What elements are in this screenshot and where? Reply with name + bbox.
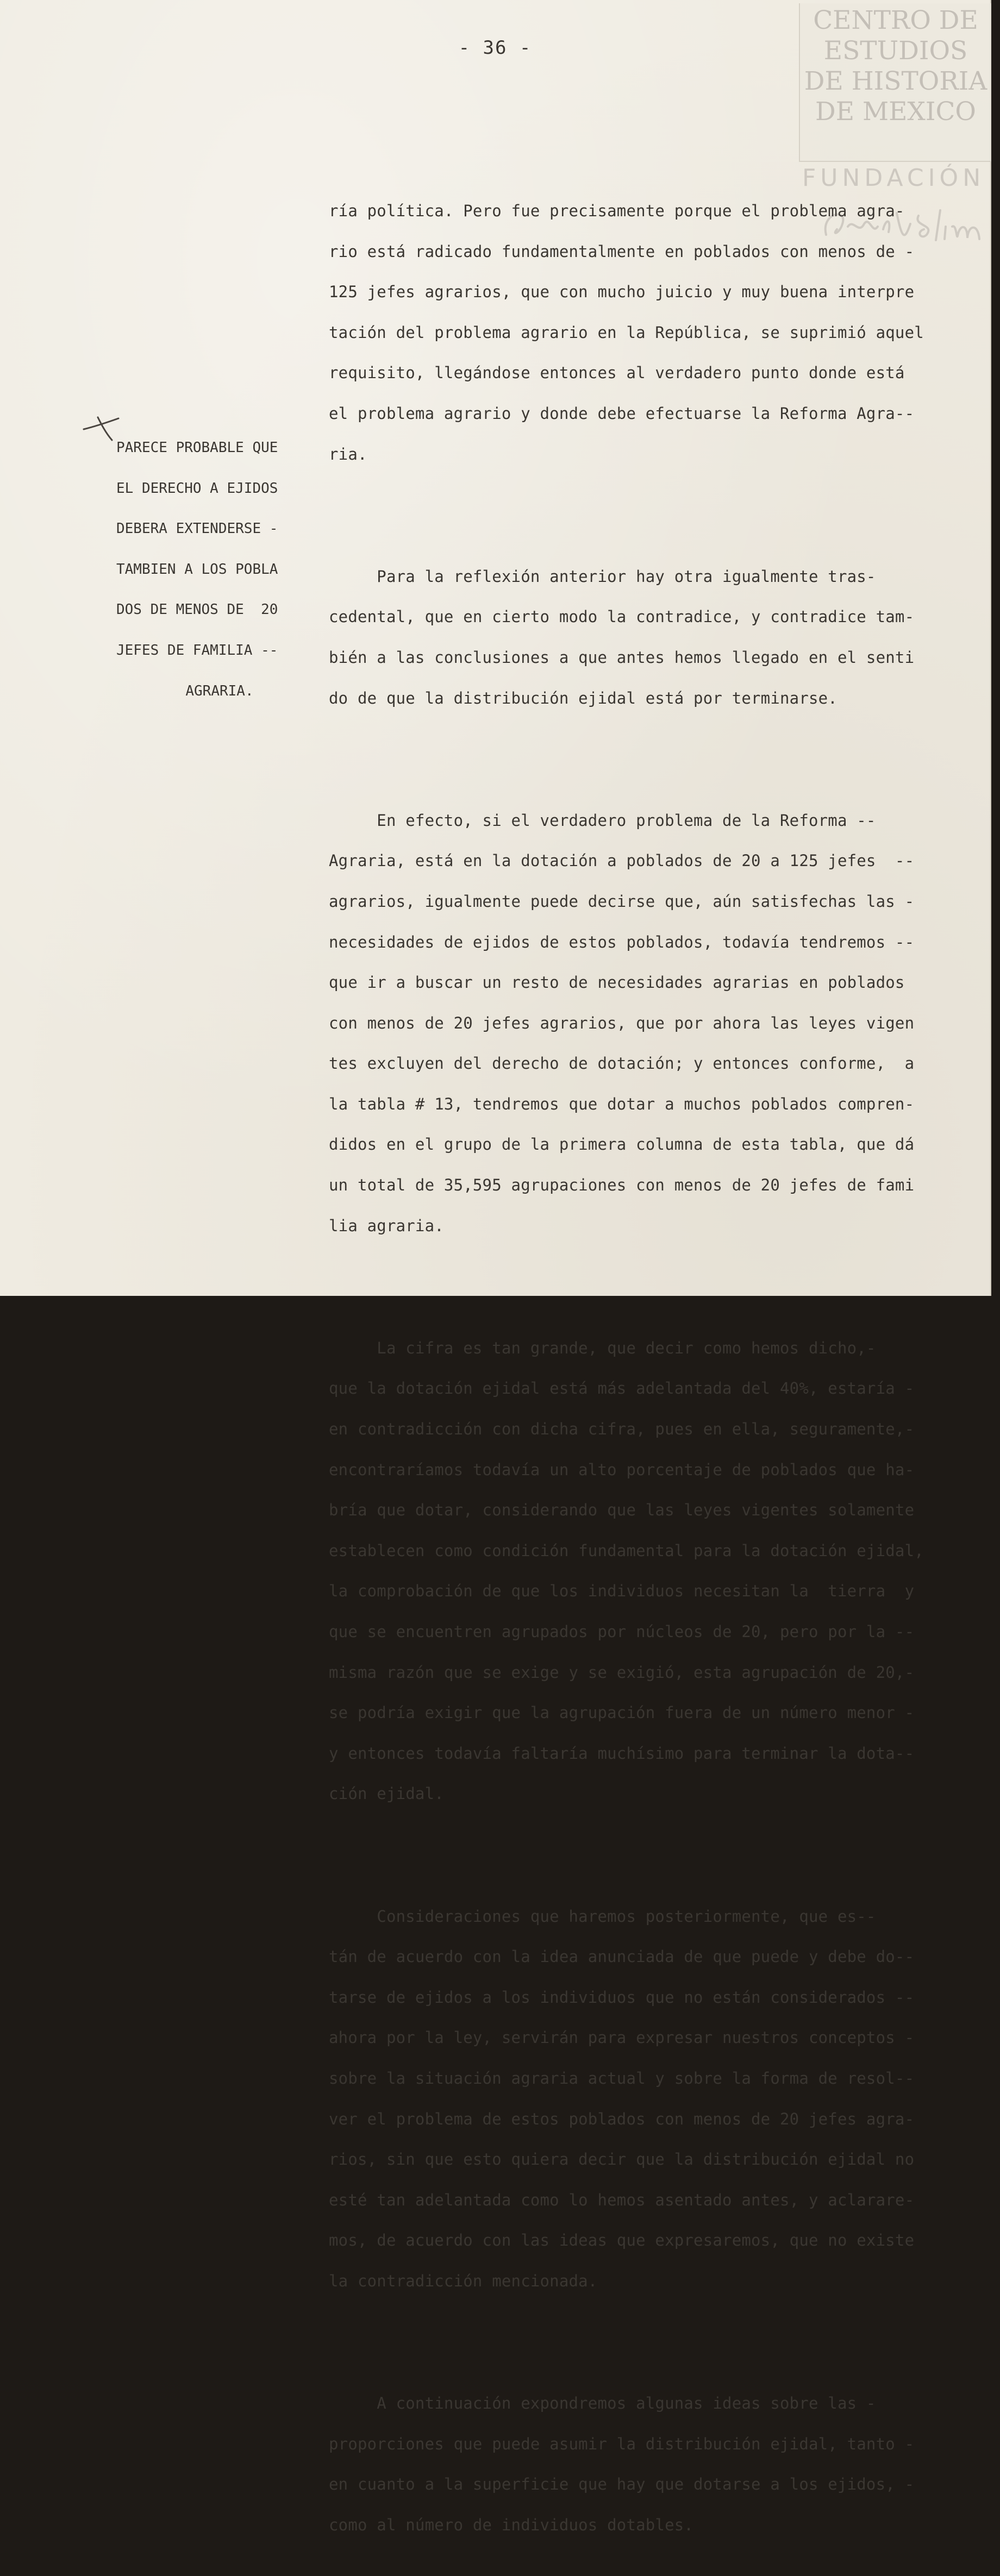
- text-line: Agraria, está en la dotación a poblados de 20 a 125 jefes --: [329, 851, 915, 870]
- text-line: do de que la distribución ejidal está por terminarse.: [329, 688, 838, 707]
- text-line: bién a las conclusiones a que antes hemos llegado en el senti: [329, 648, 915, 667]
- margin-note-line: DOS DE MENOS DE 20: [116, 601, 278, 618]
- text-line: la comprobación de que los individuos necesitan la tierra y: [329, 1582, 915, 1601]
- watermark-line: DE HISTORIA: [804, 66, 988, 96]
- paragraph: [329, 1886, 943, 2312]
- body-text: [329, 160, 943, 2576]
- paragraph-gap: [329, 2333, 943, 2353]
- text-line: Para la reflexión anterior hay otra igualmente tras-: [329, 567, 876, 586]
- text-line: tán de acuerdo con la idea anunciada de que puede y debe do--: [329, 1947, 915, 1966]
- text-line: bría que dotar, considerando que las leyes vigentes solamente: [329, 1501, 915, 1520]
- text-line: ahora por la ley, servirán para expresar nuestros conceptos -: [329, 2028, 915, 2047]
- text-line: ver el problema de estos poblados con menos de 20 jefes agra-: [329, 2109, 915, 2128]
- text-line: cedental, que en cierto modo la contradice, y contradice tam-: [329, 607, 915, 626]
- text-line: un total de 35,595 agrupaciones con menos de 20 jefes de fami: [329, 1176, 915, 1195]
- watermark-line: DE MEXICO: [815, 97, 976, 127]
- margin-note-line: DEBERA EXTENDERSE -: [116, 521, 278, 537]
- text-line: se podría exigir que la agrupación fuera de un número menor -: [329, 1703, 915, 1722]
- text-line: tarse de ejidos a los individuos que no están considerados --: [329, 1988, 915, 2007]
- margin-note-line: PARECE PROBABLE QUE: [116, 440, 278, 456]
- paragraph-gap: [329, 749, 943, 769]
- text-line: tes excluyen del derecho de dotación; y entonces conforme, a: [329, 1054, 915, 1073]
- watermark-line: CENTRO DE: [813, 5, 978, 35]
- text-line: sobre la situación agraria actual y sobre la forma de resol--: [329, 2069, 915, 2088]
- text-line: la tabla # 13, tendremos que dotar a muchos poblados compren-: [329, 1094, 915, 1113]
- text-line: en contradicción con dicha cifra, pues en ella, seguramente,-: [329, 1420, 915, 1439]
- text-line: que la dotación ejidal está más adelantada del 40%, estaría -: [329, 1379, 915, 1398]
- text-line: A continuación expondremos algunas ideas sobre las -: [329, 2394, 876, 2413]
- text-line: En efecto, si el verdadero problema de la Reforma --: [329, 811, 876, 830]
- paragraph-gap: [329, 1277, 943, 1297]
- text-line: misma razón que se exige y se exigió, esta agrupación de 20,-: [329, 1663, 915, 1682]
- watermark-fundacion: FUNDACIÓN: [802, 164, 985, 192]
- text-line: necesidades de ejidos de estos poblados, todavía tendremos --: [329, 932, 915, 951]
- text-line: Consideraciones que haremos posteriormente, que es--: [329, 1907, 876, 1926]
- text-line: ción ejidal.: [329, 1784, 444, 1803]
- text-line: agrarios, igualmente puede decirse que, aún satisfechas las -: [329, 892, 915, 911]
- text-line: que se encuentren agrupados por núcleos de 20, pero por la --: [329, 1622, 915, 1641]
- paragraph-gap: [329, 505, 943, 525]
- text-line: rios, sin que esto quiera decir que la distribución ejidal no: [329, 2150, 915, 2169]
- margin-note-line: AGRARIA.: [185, 682, 254, 699]
- watermark-text: [800, 5, 991, 127]
- text-line: didos en el grupo de la primera columna de esta tabla, que dá: [329, 1135, 915, 1154]
- text-line: 125 jefes agrarios, que con mucho juicio y muy buena interpre: [329, 283, 915, 302]
- text-line: encontraríamos todavía un alto porcentaje de poblados que ha-: [329, 1460, 915, 1479]
- paragraph: [329, 180, 943, 485]
- text-line: tación del problema agrario en la República, se suprimió aquel: [329, 323, 924, 342]
- text-line: establecen como condición fundamental para la dotación ejidal,: [329, 1541, 924, 1560]
- text-line: que ir a buscar un resto de necesidades agrarias en poblados: [329, 973, 905, 992]
- text-line: lia agraria.: [329, 1216, 444, 1235]
- text-line: esté tan adelantada como lo hemos asentado antes, y aclarare-: [329, 2190, 915, 2209]
- margin-note-line: EL DERECHO A EJIDOS: [116, 480, 278, 497]
- paragraph: [329, 790, 943, 1257]
- paragraph: [329, 2373, 943, 2555]
- page-number: - 36 -: [458, 37, 532, 59]
- text-line: rio está radicado fundamentalmente en poblados con menos de -: [329, 242, 915, 261]
- handwritten-cross-icon: [82, 414, 121, 441]
- text-line: con menos de 20 jefes agrarios, que por ahora las leyes vigen: [329, 1013, 915, 1032]
- text-line: y entonces todavía faltaría muchísimo para terminar la dota--: [329, 1744, 915, 1763]
- paragraph-gap: [329, 1845, 943, 1865]
- archive-watermark: [799, 3, 991, 162]
- paragraph: [329, 546, 943, 729]
- text-line: La cifra es tan grande, que decir como hemos dicho,-: [329, 1338, 876, 1357]
- text-line: el problema agrario y donde debe efectuarse la Reforma Agra--: [329, 404, 915, 423]
- margin-note: [116, 417, 323, 722]
- margin-note-line: JEFES DE FAMILIA --: [116, 642, 278, 659]
- paragraph: [329, 1318, 943, 1825]
- text-line: la contradicción mencionada.: [329, 2271, 598, 2290]
- text-line: ría política. Pero fue precisamente porque el problema agra-: [329, 202, 905, 220]
- text-line: requisito, llegándose entonces al verdadero punto donde está: [329, 363, 905, 383]
- margin-note-line: TAMBIEN A LOS POBLA: [116, 561, 278, 578]
- text-line: en cuanto a la superficie que hay que dotarse a los ejidos, -: [329, 2475, 915, 2494]
- text-line: mos, de acuerdo con las ideas que expresaremos, que no existe: [329, 2231, 915, 2250]
- watermark-line: ESTUDIOS: [823, 36, 968, 66]
- text-line: ria.: [329, 444, 367, 463]
- text-line: como al número de individuos dotables.: [329, 2515, 694, 2534]
- text-line: proporciones que puede asumir la distribución ejidal, tanto -: [329, 2434, 915, 2453]
